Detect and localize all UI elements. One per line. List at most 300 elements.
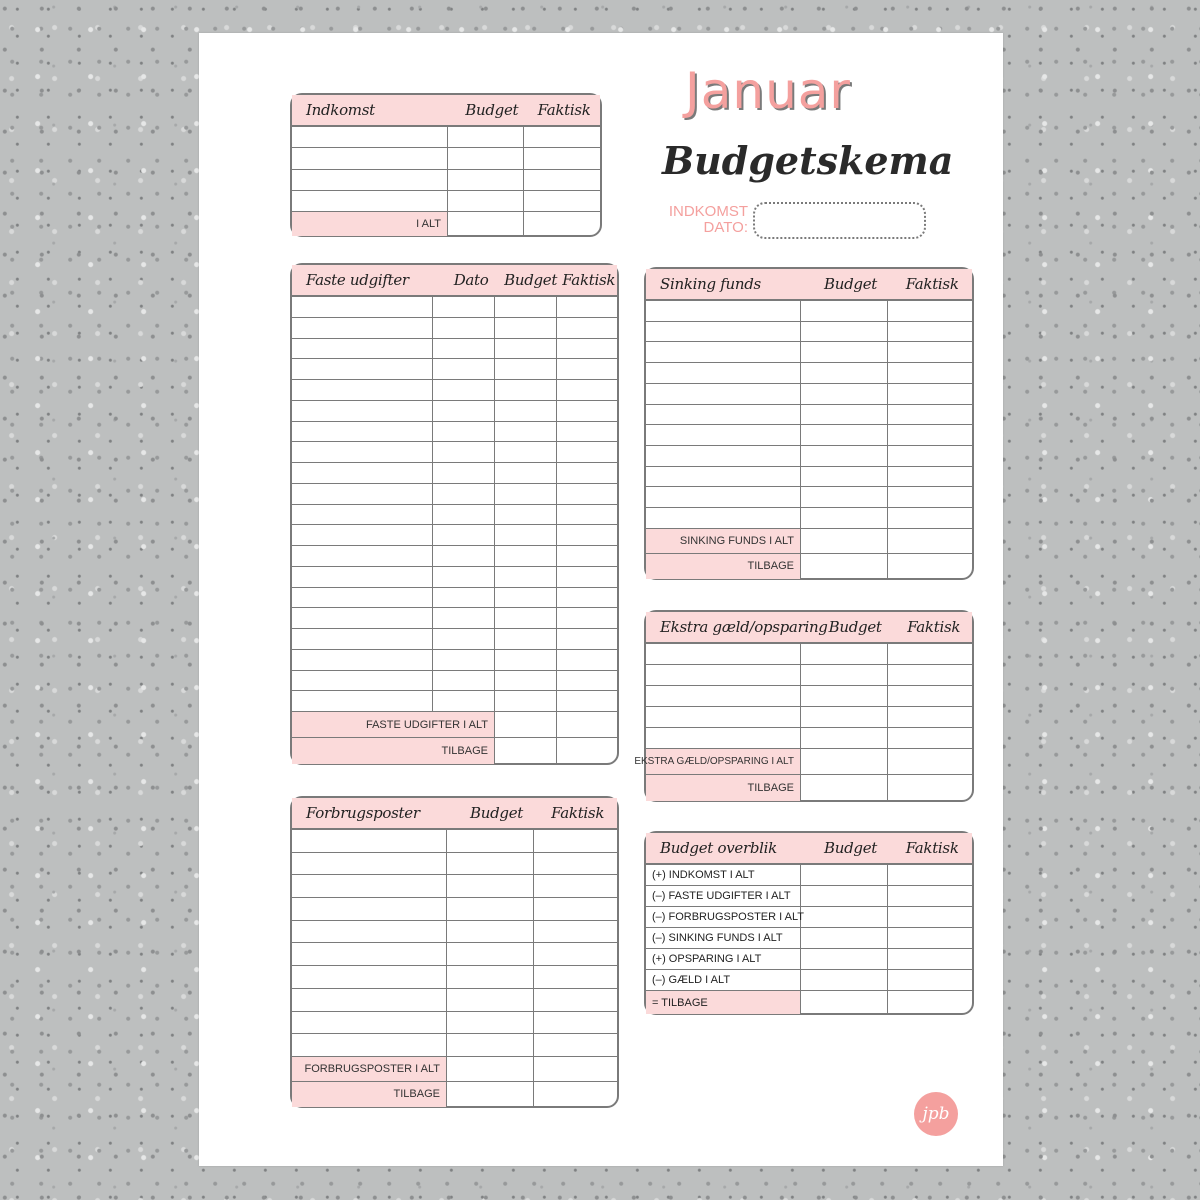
- column-header: Faktisk: [905, 839, 959, 857]
- entry-name-cell[interactable]: [292, 898, 447, 920]
- entry-name-cell[interactable]: [292, 339, 433, 359]
- entry-name-cell[interactable]: [292, 318, 433, 338]
- entry-value-cell[interactable]: [447, 943, 534, 965]
- entry-name-cell[interactable]: [292, 588, 433, 608]
- table-row: [292, 422, 617, 443]
- table-row: [292, 608, 617, 629]
- entry-value-cell[interactable]: [433, 318, 495, 338]
- entry-value-cell[interactable]: [557, 608, 616, 628]
- table-body: [292, 297, 617, 712]
- entry-value-cell[interactable]: [557, 484, 616, 504]
- entry-name-cell[interactable]: [292, 525, 433, 545]
- budget-cell[interactable]: [801, 865, 888, 885]
- table-row: [292, 127, 600, 148]
- entry-value-cell[interactable]: [448, 191, 524, 211]
- entry-name-cell[interactable]: [292, 463, 433, 483]
- entry-value-cell[interactable]: [801, 342, 888, 362]
- entry-value-cell[interactable]: [447, 898, 534, 920]
- entry-value-cell[interactable]: [447, 830, 534, 852]
- entry-value-cell[interactable]: [495, 546, 557, 566]
- total-label: FASTE UDGIFTER I ALT: [292, 712, 495, 737]
- entry-value-cell[interactable]: [801, 665, 888, 685]
- total-row: [292, 712, 617, 738]
- entry-name-cell[interactable]: [292, 989, 447, 1011]
- overview-row: [646, 970, 972, 991]
- table-row: [292, 1012, 617, 1035]
- table-row: [292, 463, 617, 484]
- entry-name-cell[interactable]: [292, 671, 433, 691]
- entry-value-cell[interactable]: [495, 525, 557, 545]
- entry-name-cell[interactable]: [646, 644, 801, 664]
- entry-value-cell[interactable]: [888, 322, 971, 342]
- back-label: TILBAGE: [646, 554, 801, 579]
- income-date-field[interactable]: [753, 202, 926, 239]
- table-row: [646, 728, 972, 749]
- budget-cell[interactable]: [801, 775, 888, 801]
- column-header: Budget: [465, 101, 519, 119]
- table-row: [292, 297, 617, 318]
- entry-value-cell[interactable]: [534, 875, 616, 897]
- column-header: Faste udgifter: [306, 271, 409, 289]
- actual-cell[interactable]: [888, 554, 971, 579]
- overview-row: [646, 907, 972, 928]
- table-row: [646, 301, 972, 322]
- overview-label: (+) OPSPARING I ALT: [646, 949, 801, 969]
- column-header: Sinking funds: [660, 275, 761, 293]
- entry-value-cell[interactable]: [433, 339, 495, 359]
- table-row: [292, 318, 617, 339]
- entry-name-cell[interactable]: [292, 875, 447, 897]
- entry-value-cell[interactable]: [534, 921, 616, 943]
- entry-value-cell[interactable]: [801, 384, 888, 404]
- entry-value-cell[interactable]: [495, 401, 557, 421]
- entry-name-cell[interactable]: [292, 422, 433, 442]
- back-label: TILBAGE: [646, 775, 801, 801]
- entry-value-cell[interactable]: [888, 342, 971, 362]
- entry-value-cell[interactable]: [433, 401, 495, 421]
- entry-name-cell[interactable]: [646, 665, 801, 685]
- entry-name-cell[interactable]: [292, 505, 433, 525]
- entry-value-cell[interactable]: [495, 629, 557, 649]
- entry-name-cell[interactable]: [292, 484, 433, 504]
- entry-value-cell[interactable]: [495, 567, 557, 587]
- overview-label: (–) SINKING FUNDS I ALT: [646, 928, 801, 948]
- budget-cell[interactable]: [447, 1057, 534, 1081]
- column-header: Dato: [453, 271, 489, 289]
- column-header: Faktisk: [551, 804, 605, 822]
- entry-value-cell[interactable]: [433, 629, 495, 649]
- overview-label: (–) FORBRUGSPOSTER I ALT: [646, 907, 801, 927]
- entry-value-cell[interactable]: [447, 1012, 534, 1034]
- entry-value-cell[interactable]: [534, 853, 616, 875]
- table-body: [646, 644, 972, 749]
- column-header: Faktisk: [907, 618, 961, 636]
- entry-value-cell[interactable]: [433, 671, 495, 691]
- actual-cell[interactable]: [557, 738, 616, 764]
- entry-value-cell[interactable]: [888, 707, 971, 727]
- column-header: Faktisk: [905, 275, 959, 293]
- entry-name-cell[interactable]: [292, 170, 448, 190]
- table-row: [292, 525, 617, 546]
- entry-value-cell[interactable]: [433, 525, 495, 545]
- entry-value-cell[interactable]: [534, 943, 616, 965]
- overview-row: [646, 886, 972, 907]
- entry-value-cell[interactable]: [801, 508, 888, 528]
- entry-value-cell[interactable]: [557, 463, 616, 483]
- entry-value-cell[interactable]: [534, 830, 616, 852]
- entry-value-cell[interactable]: [888, 467, 971, 487]
- entry-value-cell[interactable]: [888, 644, 971, 664]
- table-row: [646, 508, 972, 529]
- entry-name-cell[interactable]: [292, 1012, 447, 1034]
- actual-cell[interactable]: [534, 1082, 616, 1107]
- entry-name-cell[interactable]: [292, 921, 447, 943]
- actual-cell[interactable]: [888, 865, 971, 885]
- column-header: Faktisk: [537, 101, 591, 119]
- budget-cell[interactable]: [801, 949, 888, 969]
- table-body: [292, 127, 600, 212]
- entry-value-cell[interactable]: [495, 691, 557, 711]
- budget-cell[interactable]: [801, 529, 888, 553]
- entry-value-cell[interactable]: [557, 588, 616, 608]
- entry-value-cell[interactable]: [495, 484, 557, 504]
- entry-value-cell[interactable]: [448, 170, 524, 190]
- entry-name-cell[interactable]: [292, 442, 433, 462]
- entry-value-cell[interactable]: [433, 380, 495, 400]
- entry-value-cell[interactable]: [524, 170, 599, 190]
- entry-value-cell[interactable]: [801, 644, 888, 664]
- budget-cell[interactable]: [801, 554, 888, 579]
- entry-value-cell[interactable]: [447, 966, 534, 988]
- budget-cell[interactable]: [495, 712, 557, 737]
- entry-value-cell[interactable]: [495, 318, 557, 338]
- entry-name-cell[interactable]: [292, 127, 448, 147]
- entry-value-cell[interactable]: [888, 487, 971, 507]
- entry-value-cell[interactable]: [524, 191, 599, 211]
- table-row: [292, 191, 600, 212]
- entry-value-cell[interactable]: [495, 608, 557, 628]
- entry-value-cell[interactable]: [495, 505, 557, 525]
- column-header: Faktisk: [562, 271, 616, 289]
- actual-cell[interactable]: [888, 775, 971, 801]
- actual-cell[interactable]: [888, 529, 971, 553]
- entry-name-cell[interactable]: [292, 943, 447, 965]
- entry-value-cell[interactable]: [495, 463, 557, 483]
- entry-value-cell[interactable]: [433, 484, 495, 504]
- table-row: [292, 484, 617, 505]
- entry-value-cell[interactable]: [447, 989, 534, 1011]
- column-header: Indkomst: [306, 101, 375, 119]
- budget-cell[interactable]: [447, 1082, 534, 1107]
- table-row: [646, 467, 972, 488]
- meta-label-date: DATO:: [703, 219, 748, 236]
- entry-value-cell[interactable]: [557, 297, 616, 317]
- actual-cell[interactable]: [888, 949, 971, 969]
- entry-name-cell[interactable]: [292, 1034, 447, 1056]
- entry-name-cell[interactable]: [646, 508, 801, 528]
- table-row: [292, 650, 617, 671]
- entry-name-cell[interactable]: [292, 191, 448, 211]
- entry-value-cell[interactable]: [433, 359, 495, 379]
- entry-name-cell[interactable]: [292, 691, 433, 711]
- table-row: [292, 671, 617, 692]
- entry-value-cell[interactable]: [888, 425, 971, 445]
- table-body: [646, 301, 972, 529]
- entry-name-cell[interactable]: [292, 297, 433, 317]
- entry-value-cell[interactable]: [534, 1012, 616, 1034]
- entry-value-cell[interactable]: [495, 442, 557, 462]
- entry-value-cell[interactable]: [888, 446, 971, 466]
- overview-label: (–) FASTE UDGIFTER I ALT: [646, 886, 801, 906]
- total-label: I ALT: [292, 212, 448, 236]
- actual-cell[interactable]: [888, 991, 971, 1014]
- entry-value-cell[interactable]: [557, 629, 616, 649]
- entry-value-cell[interactable]: [495, 650, 557, 670]
- budget-cell[interactable]: [801, 970, 888, 990]
- actual-cell[interactable]: [888, 928, 971, 948]
- budget-cell[interactable]: [801, 886, 888, 906]
- table-header: [292, 265, 617, 297]
- total-row: [292, 1057, 617, 1082]
- table-row: [292, 830, 617, 853]
- entry-value-cell[interactable]: [801, 467, 888, 487]
- budget-cell[interactable]: [801, 928, 888, 948]
- entry-name-cell[interactable]: [646, 301, 801, 321]
- entry-value-cell[interactable]: [433, 588, 495, 608]
- entry-value-cell[interactable]: [433, 442, 495, 462]
- entry-value-cell[interactable]: [888, 384, 971, 404]
- entry-value-cell[interactable]: [557, 525, 616, 545]
- entry-value-cell[interactable]: [801, 707, 888, 727]
- entry-value-cell[interactable]: [447, 921, 534, 943]
- entry-value-cell[interactable]: [888, 363, 971, 383]
- entry-value-cell[interactable]: [524, 127, 599, 147]
- overview-label: = TILBAGE: [646, 991, 801, 1014]
- table-row: [292, 691, 617, 712]
- table-row: [292, 853, 617, 876]
- entry-value-cell[interactable]: [495, 671, 557, 691]
- column-header: Ekstra gæld/opsparing: [660, 618, 828, 636]
- table-row: [646, 384, 972, 405]
- entry-value-cell[interactable]: [888, 686, 971, 706]
- entry-value-cell[interactable]: [495, 380, 557, 400]
- entry-value-cell[interactable]: [495, 588, 557, 608]
- table-row: [292, 170, 600, 191]
- entry-value-cell[interactable]: [433, 463, 495, 483]
- actual-cell[interactable]: [557, 712, 616, 737]
- table-row: [646, 322, 972, 343]
- table-row: [646, 707, 972, 728]
- meta-label-income: INDKOMST: [668, 203, 748, 220]
- overview-row: [646, 949, 972, 970]
- entry-value-cell[interactable]: [801, 301, 888, 321]
- entry-value-cell[interactable]: [495, 422, 557, 442]
- entry-value-cell[interactable]: [557, 318, 616, 338]
- entry-value-cell[interactable]: [557, 671, 616, 691]
- table-header: [292, 798, 617, 830]
- entry-name-cell[interactable]: [292, 853, 447, 875]
- column-header: Budget overblik: [660, 839, 777, 857]
- actual-cell[interactable]: [888, 970, 971, 990]
- budget-cell[interactable]: [801, 991, 888, 1014]
- entry-value-cell[interactable]: [801, 363, 888, 383]
- entry-value-cell[interactable]: [557, 567, 616, 587]
- entry-value-cell[interactable]: [801, 322, 888, 342]
- entry-name-cell[interactable]: [646, 363, 801, 383]
- entry-value-cell[interactable]: [495, 359, 557, 379]
- entry-value-cell[interactable]: [888, 301, 971, 321]
- entry-value-cell[interactable]: [801, 425, 888, 445]
- entry-value-cell[interactable]: [801, 405, 888, 425]
- total-row: [634, 749, 972, 775]
- entry-value-cell[interactable]: [557, 339, 616, 359]
- entry-value-cell[interactable]: [448, 148, 524, 168]
- budget-cell[interactable]: [495, 738, 557, 764]
- table-row: [292, 380, 617, 401]
- table-row: [292, 1034, 617, 1057]
- actual-cell[interactable]: [534, 1057, 616, 1081]
- entry-name-cell[interactable]: [646, 425, 801, 445]
- sheet-title: Budgetskema: [662, 138, 954, 183]
- table-row: [646, 487, 972, 508]
- entry-value-cell[interactable]: [888, 508, 971, 528]
- table-row: [646, 342, 972, 363]
- table-row: [292, 359, 617, 380]
- entry-value-cell[interactable]: [448, 127, 524, 147]
- entry-name-cell[interactable]: [292, 380, 433, 400]
- entry-value-cell[interactable]: [534, 966, 616, 988]
- table-row: [646, 665, 972, 686]
- back-label: TILBAGE: [292, 738, 495, 764]
- entry-name-cell[interactable]: [292, 401, 433, 421]
- entry-value-cell[interactable]: [495, 297, 557, 317]
- entry-value-cell[interactable]: [534, 898, 616, 920]
- entry-value-cell[interactable]: [433, 422, 495, 442]
- entry-name-cell[interactable]: [646, 707, 801, 727]
- total-row: [292, 212, 600, 236]
- entry-name-cell[interactable]: [292, 359, 433, 379]
- entry-name-cell[interactable]: [646, 446, 801, 466]
- entry-value-cell[interactable]: [433, 691, 495, 711]
- entry-value-cell[interactable]: [433, 297, 495, 317]
- budget-cell[interactable]: [448, 212, 524, 236]
- entry-value-cell[interactable]: [534, 989, 616, 1011]
- entry-name-cell[interactable]: [646, 342, 801, 362]
- faste-udgifter-table: [290, 263, 619, 765]
- table-row: [646, 425, 972, 446]
- entry-value-cell[interactable]: [433, 608, 495, 628]
- total-row: [646, 529, 972, 554]
- entry-name-cell[interactable]: [646, 728, 801, 748]
- entry-value-cell[interactable]: [557, 442, 616, 462]
- entry-value-cell[interactable]: [534, 1034, 616, 1056]
- overview-total-row: [646, 991, 972, 1014]
- entry-name-cell[interactable]: [292, 830, 447, 852]
- column-header: Budget: [824, 839, 878, 857]
- entry-name-cell[interactable]: [646, 384, 801, 404]
- entry-name-cell[interactable]: [646, 467, 801, 487]
- overview-label: (+) INDKOMST I ALT: [646, 865, 801, 885]
- back-row: [646, 554, 972, 579]
- entry-value-cell[interactable]: [495, 339, 557, 359]
- budget-cell[interactable]: [801, 907, 888, 927]
- entry-value-cell[interactable]: [801, 446, 888, 466]
- budget-cell[interactable]: [801, 749, 888, 774]
- table-row: [292, 567, 617, 588]
- entry-value-cell[interactable]: [557, 691, 616, 711]
- table-row: [292, 943, 617, 966]
- actual-cell[interactable]: [888, 907, 971, 927]
- entry-value-cell[interactable]: [557, 650, 616, 670]
- entry-value-cell[interactable]: [888, 405, 971, 425]
- entry-value-cell[interactable]: [888, 665, 971, 685]
- entry-value-cell[interactable]: [801, 728, 888, 748]
- entry-value-cell[interactable]: [447, 853, 534, 875]
- entry-value-cell[interactable]: [557, 505, 616, 525]
- entry-value-cell[interactable]: [433, 505, 495, 525]
- entry-name-cell[interactable]: [292, 148, 448, 168]
- entry-value-cell[interactable]: [433, 546, 495, 566]
- table-row: [292, 148, 600, 169]
- budget-overblik-table: [644, 831, 974, 1015]
- back-label: TILBAGE: [292, 1082, 447, 1107]
- entry-value-cell[interactable]: [801, 686, 888, 706]
- entry-name-cell[interactable]: [292, 650, 433, 670]
- entry-name-cell[interactable]: [292, 629, 433, 649]
- sinking-funds-table: [644, 267, 974, 580]
- entry-value-cell[interactable]: [433, 650, 495, 670]
- entry-value-cell[interactable]: [557, 380, 616, 400]
- table-row: [292, 898, 617, 921]
- actual-cell[interactable]: [888, 749, 971, 774]
- ekstra-gaeld-table: [634, 610, 974, 802]
- entry-value-cell[interactable]: [447, 1034, 534, 1056]
- entry-value-cell[interactable]: [524, 148, 599, 168]
- table-header: [292, 95, 600, 127]
- table-row: [646, 686, 972, 707]
- entry-value-cell[interactable]: [557, 422, 616, 442]
- table-row: [292, 966, 617, 989]
- column-header: Budget: [504, 271, 558, 289]
- overview-label: (–) GÆLD I ALT: [646, 970, 801, 990]
- jpb-logo: jpb: [914, 1092, 958, 1136]
- entry-name-cell[interactable]: [292, 966, 447, 988]
- entry-value-cell[interactable]: [433, 567, 495, 587]
- entry-name-cell[interactable]: [646, 405, 801, 425]
- entry-name-cell[interactable]: [646, 686, 801, 706]
- entry-name-cell[interactable]: [292, 608, 433, 628]
- entry-name-cell[interactable]: [292, 546, 433, 566]
- table-row: [292, 921, 617, 944]
- entry-value-cell[interactable]: [557, 401, 616, 421]
- entry-value-cell[interactable]: [557, 359, 616, 379]
- table-row: [292, 588, 617, 609]
- entry-value-cell[interactable]: [801, 487, 888, 507]
- column-header: Budget: [828, 618, 882, 636]
- entry-name-cell[interactable]: [646, 322, 801, 342]
- entry-name-cell[interactable]: [292, 567, 433, 587]
- back-row: [292, 1082, 617, 1107]
- entry-value-cell[interactable]: [447, 875, 534, 897]
- entry-value-cell[interactable]: [557, 546, 616, 566]
- back-row: [646, 775, 972, 801]
- entry-name-cell[interactable]: [646, 487, 801, 507]
- entry-value-cell[interactable]: [888, 728, 971, 748]
- actual-cell[interactable]: [524, 212, 599, 236]
- column-header: Budget: [470, 804, 524, 822]
- actual-cell[interactable]: [888, 886, 971, 906]
- back-row: [292, 738, 617, 764]
